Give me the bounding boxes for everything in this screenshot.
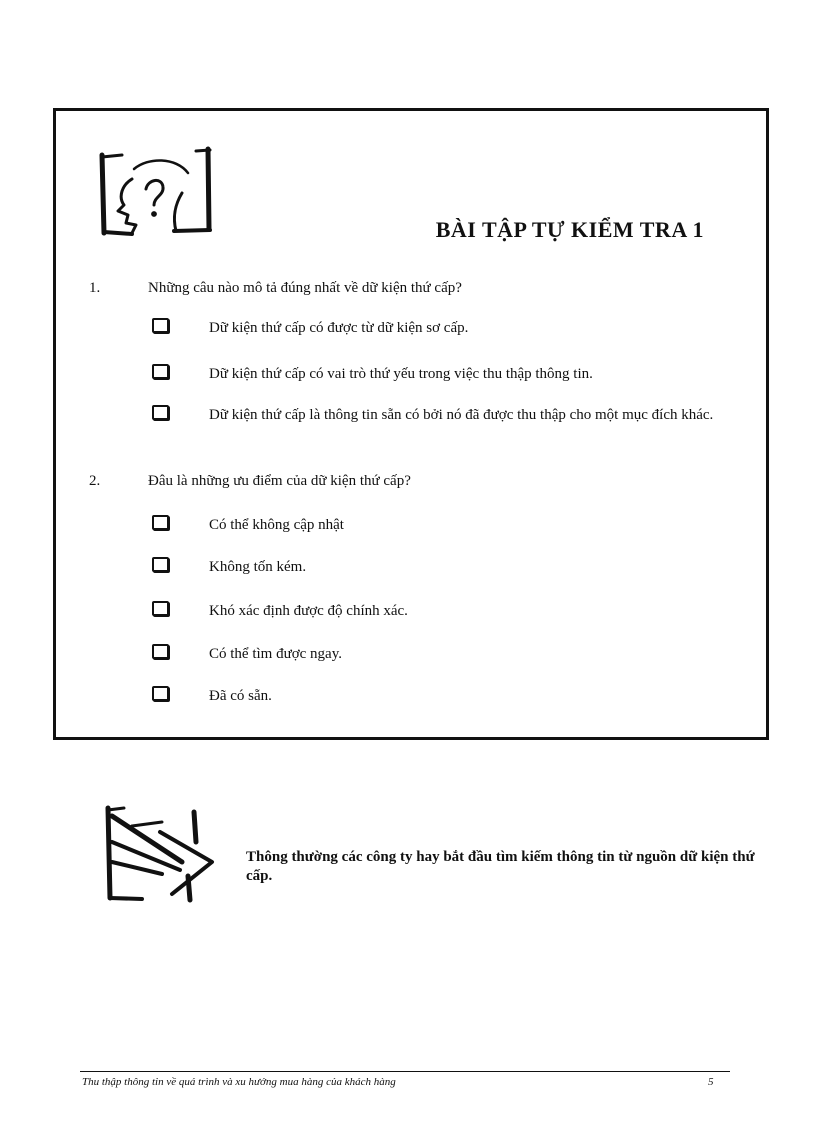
checkbox-empty-icon[interactable] <box>152 686 169 701</box>
checkbox-empty-icon[interactable] <box>152 557 169 572</box>
question-head-icon <box>96 145 214 241</box>
checkbox-empty-icon[interactable] <box>152 644 169 659</box>
option-text: Dữ kiện thứ cấp là thông tin sẵn có bởi nó đã được thu thập cho một mục đích khác. <box>209 407 714 423</box>
checkbox-empty-icon[interactable] <box>152 405 169 420</box>
arrow-tip-icon <box>102 802 220 906</box>
footer-title: Thu thập thông tin về quá trình và xu hướng mua hàng của khách hàng <box>82 1076 396 1088</box>
checkbox-empty-icon[interactable] <box>152 318 169 333</box>
question-number: 1. <box>89 280 101 296</box>
option-text: Đã có sẵn. <box>209 688 272 704</box>
question-text: Đâu là những ưu điểm của dữ kiện thứ cấp? <box>148 473 411 489</box>
tip-text: Thông thường các công ty hay bắt đầu tìm kiếm thông tin từ nguồn dữ kiện thứ cấp. <box>246 849 755 884</box>
checkbox-empty-icon[interactable] <box>152 515 169 530</box>
checkbox-empty-icon[interactable] <box>152 601 169 616</box>
page-number: 5 <box>708 1076 714 1088</box>
option-text: Dữ kiện thứ cấp có vai trò thứ yếu trong việc thu thập thông tin. <box>209 366 593 382</box>
option-text: Không tốn kém. <box>209 559 307 575</box>
option-text: Có thể không cập nhật <box>209 517 344 533</box>
footer-divider <box>80 1071 730 1072</box>
question-number: 2. <box>89 473 101 489</box>
option-text: Khó xác định được độ chính xác. <box>209 603 408 619</box>
checkbox-empty-icon[interactable] <box>152 364 169 379</box>
question-text: Những câu nào mô tả đúng nhất về dữ kiện thứ cấp? <box>148 280 462 296</box>
option-text: Có thể tìm được ngay. <box>209 646 342 662</box>
option-text: Dữ kiện thứ cấp có được từ dữ kiện sơ cấp. <box>209 320 469 336</box>
exercise-title: BÀI TẬP TỰ KIỂM TRA 1 <box>435 217 704 242</box>
self-test-box <box>53 108 769 740</box>
